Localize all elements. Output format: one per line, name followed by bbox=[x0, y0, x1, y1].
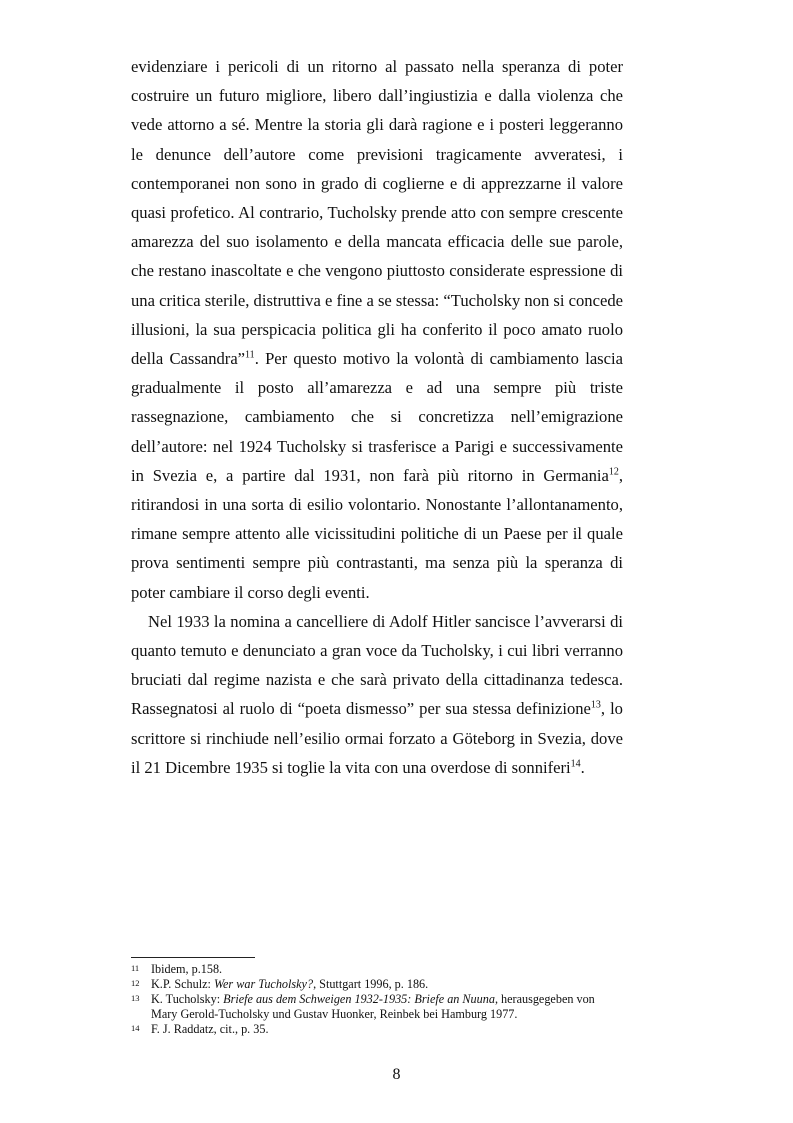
footnote-text-run: , Stuttgart 1996, p. 186. bbox=[313, 977, 429, 991]
body-text bbox=[131, 52, 623, 782]
footnote-ref-12: 12 bbox=[608, 466, 619, 478]
paragraph-1 bbox=[131, 52, 623, 607]
footnote-text bbox=[151, 1022, 623, 1037]
footnotes bbox=[131, 962, 623, 1037]
page-number: 8 bbox=[392, 1066, 401, 1083]
footnote-title: Briefe aus dem Schweigen 1932-1935: Briefe an Nuuna bbox=[223, 992, 495, 1006]
text-run: . Per questo motivo la volontà di cambiamento lascia gradualmente il posto all’amarezza e ad una sempre più triste rassegnazione, cambiamento che si concretizza nell’emigrazione dell’autore: nel 1924 Tucholsky si trasferisce a Parigi e successivamente in Svezia e, a partire dal 1931, non farà più ritorno in Germania bbox=[131, 349, 623, 485]
text-run: , lo scrittore si rinchiude nell’esilio ormai forzato a Göteborg in Svezia, dove il 21 Dicembre 1935 si toglie la vita con una overdose di sonniferi bbox=[131, 699, 623, 777]
footnote-ref-13: 13 bbox=[590, 699, 601, 711]
footnote-text-run: F. J. Raddatz, cit., p. 35. bbox=[151, 1022, 269, 1036]
footnote-number: 13 bbox=[131, 993, 140, 1003]
footnote-12 bbox=[131, 977, 623, 992]
footnote-number: 14 bbox=[131, 1023, 140, 1033]
text-run: evidenziare i pericoli di un ritorno al passato nella speranza di poter costruire un futuro migliore, libero dall’ingiustizia e dalla violenza che vede attorno a sé. Mentre la storia gli darà ragione e i posteri leggeranno le denunce dell’autore come previsioni tragicamente avveratesi, i contemporanei non sono in grado di coglierne e di apprezzarne il valore quasi profetico. Al contrario, Tucholsky prende atto con sempre crescente amarezza del suo isolamento e della mancata efficacia delle sue parole, che restano inascoltate e che vengono piuttosto considerate espressione di una critica sterile, distruttiva e fine a se stessa: “Tucholsky non si concede illusioni, la sua perspicacia politica gli ha conferito il poco amato ruolo della Cassandra” bbox=[131, 57, 623, 369]
footnote-text-run: , herausgegeben von Mary Gerold-Tucholsky und Gustav Huonker, Reinbek bei Hamburg 1977. bbox=[151, 992, 595, 1021]
footnote-14 bbox=[131, 1022, 623, 1037]
footnote-11 bbox=[131, 962, 623, 977]
footnote-text bbox=[151, 977, 623, 992]
text-run: . bbox=[580, 757, 585, 777]
paragraph-2 bbox=[131, 607, 623, 782]
footnote-title: Wer war Tucholsky? bbox=[213, 977, 314, 991]
footnote-text-run: K.P. Schulz: bbox=[151, 977, 214, 991]
footnote-separator bbox=[131, 957, 255, 958]
footnote-text-run: Ibidem, p.158. bbox=[151, 962, 223, 976]
footnote-number: 11 bbox=[131, 963, 140, 973]
footnote-13 bbox=[131, 992, 623, 1022]
footnote-text-run: K. Tucholsky: bbox=[151, 992, 224, 1006]
text-run: Nel 1933 la nomina a cancelliere di Adolf Hitler sancisce l’avverarsi di quanto temuto e denunciato a gran voce da Tucholsky, i cui libri verranno bruciati dal regime nazista e che sarà privato della cittadinanza tedesca. Rassegnatosi al ruolo di “poeta dismesso” per sua stessa definizione bbox=[131, 611, 623, 719]
footnote-ref-14: 14 bbox=[570, 758, 581, 770]
footnote-ref-11: 11 bbox=[245, 349, 255, 361]
footnote-text bbox=[151, 992, 623, 1022]
footnote-number: 12 bbox=[131, 978, 140, 988]
footnote-text bbox=[151, 962, 623, 977]
text-run: , ritirandosi in una sorta di esilio volontario. Nonostante l’allontanamento, rimane sempre attento alle vicissitudini politiche di un Paese per il quale prova sentimenti sempre più contrastanti, ma senza più la speranza di poter cambiare il corso degli eventi. bbox=[131, 465, 623, 602]
